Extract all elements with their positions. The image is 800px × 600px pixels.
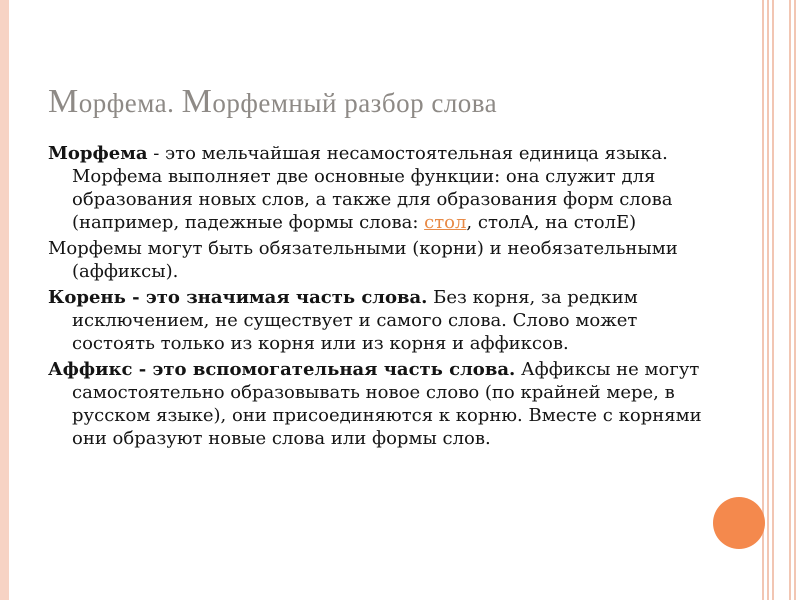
right-decor-line (762, 0, 764, 600)
title-text: орфемный разбор слова (212, 88, 498, 118)
right-decor-line (772, 0, 774, 600)
paragraph-text: Аффиксы не могут самостоятельно образовывать новое слово (по крайней мере, в русском языке), они присоединяются к корню. Вместе с корнями они образуют новые слова или формы слов. (72, 359, 702, 449)
decor-circle (713, 497, 765, 549)
title-initial: М (181, 83, 213, 120)
paragraph-affix (48, 358, 708, 450)
term-root: Корень - это значимая часть слова. (48, 287, 428, 308)
paragraph-morpheme (48, 142, 708, 234)
right-decor-line (767, 0, 769, 600)
paragraph-text: - это мельчайшая несамостоятельная единица языка. Морфема выполняет две основные функции: она служит для образования новых слов, а также для образования форм слова (например, падежные формы слова: (72, 143, 673, 233)
slide-title (48, 83, 728, 121)
title-text: орфема. (78, 88, 182, 118)
paragraph-root (48, 286, 708, 355)
term-affix: Аффикс - это вспомогательная часть слова. (48, 359, 516, 380)
paragraph-text: Без корня, за редким исключением, не существует и самого слова. Слово может состоять только из корня или из корня и аффиксов. (72, 287, 638, 354)
slide-body (48, 142, 708, 453)
term-morpheme: Морфема (48, 143, 148, 164)
paragraph-text: , столА, на столЕ) (466, 212, 637, 233)
right-decor-line (789, 0, 791, 600)
example-link[interactable]: стол (424, 212, 467, 233)
paragraph-text: Морфемы могут быть обязательными (корни) и необязательными (аффиксы). (48, 238, 678, 282)
right-decor-line (794, 0, 796, 600)
paragraph-types (48, 237, 708, 283)
title-initial: М (48, 83, 79, 120)
left-decor-bar (0, 0, 9, 600)
